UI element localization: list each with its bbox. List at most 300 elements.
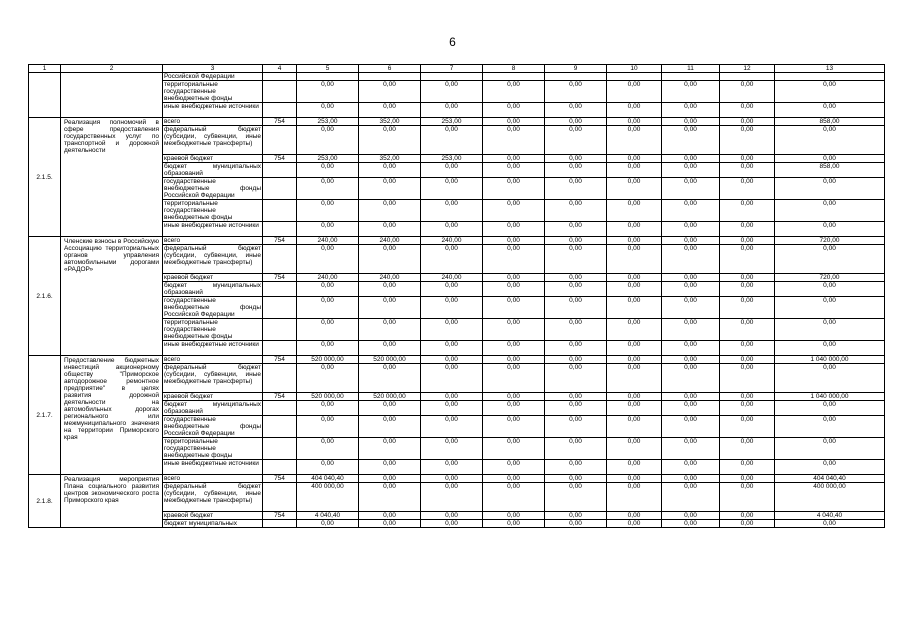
value-col-10: 0,00 <box>607 237 662 245</box>
value-col-5: 404 040,40 <box>297 475 359 483</box>
budget-code: 754 <box>263 237 297 245</box>
column-header-8: 8 <box>483 65 545 73</box>
value-col-9: 0,00 <box>545 393 607 401</box>
budget-code <box>263 297 297 319</box>
budget-code <box>263 245 297 274</box>
value-col-13: 0,00 <box>775 460 885 475</box>
value-col-9: 0,00 <box>545 103 607 118</box>
value-col-8: 0,00 <box>483 222 545 237</box>
funding-source: территориальные государственные внебюджетные фонды <box>163 438 263 460</box>
value-col-6: 0,00 <box>359 126 421 155</box>
value-col-10: 0,00 <box>607 438 662 460</box>
value-col-13: 0,00 <box>775 155 885 163</box>
value-col-12: 0,00 <box>720 178 775 200</box>
value-col-7: 0,00 <box>421 222 483 237</box>
value-col-13: 0,00 <box>775 364 885 393</box>
value-col-6: 0,00 <box>359 103 421 118</box>
value-col-5: 520 000,00 <box>297 393 359 401</box>
funding-source: федеральный бюджет (субсидии, субвенции, иные межбюджетные трансферты) <box>163 126 263 155</box>
value-col-13: 1 040 000,00 <box>775 356 885 364</box>
value-col-8: 0,00 <box>483 245 545 274</box>
funding-source: федеральный бюджет (субсидии, субвенции, иные межбюджетные трансферты) <box>163 483 263 512</box>
value-col-11: 0,00 <box>662 483 720 512</box>
value-col-10: 0,00 <box>607 245 662 274</box>
value-col-5: 253,00 <box>297 118 359 126</box>
item-name: Реализация мероприятия Плана социального развития центров экономического роста Приморского края <box>61 475 163 528</box>
value-col-13: 0,00 <box>775 126 885 155</box>
value-col-7: 0,00 <box>421 401 483 416</box>
value-col-7 <box>421 73 483 81</box>
value-col-13: 0,00 <box>775 103 885 118</box>
value-col-10: 0,00 <box>607 118 662 126</box>
value-col-7: 0,00 <box>421 512 483 520</box>
value-col-7: 0,00 <box>421 356 483 364</box>
budget-code <box>263 438 297 460</box>
funding-source: иные внебюджетные источники <box>163 222 263 237</box>
value-col-7: 0,00 <box>421 297 483 319</box>
budget-code <box>263 416 297 438</box>
value-col-8: 0,00 <box>483 155 545 163</box>
value-col-13: 0,00 <box>775 438 885 460</box>
funding-source: иные внебюджетные источники <box>163 103 263 118</box>
value-col-8: 0,00 <box>483 200 545 222</box>
column-header-1: 1 <box>29 65 61 73</box>
value-col-12: 0,00 <box>720 364 775 393</box>
budget-code <box>263 460 297 475</box>
value-col-12: 0,00 <box>720 222 775 237</box>
value-col-13: 0,00 <box>775 222 885 237</box>
value-col-9: 0,00 <box>545 341 607 356</box>
value-col-6: 0,00 <box>359 282 421 297</box>
value-col-5: 240,00 <box>297 237 359 245</box>
value-col-13: 0,00 <box>775 81 885 103</box>
funding-source: краевой бюджет <box>163 393 263 401</box>
value-col-12: 0,00 <box>720 341 775 356</box>
funding-source: территориальные государственные внебюджетные фонды <box>163 200 263 222</box>
value-col-11: 0,00 <box>662 245 720 274</box>
value-col-9: 0,00 <box>545 416 607 438</box>
value-col-7: 0,00 <box>421 475 483 483</box>
budget-code: 754 <box>263 475 297 483</box>
value-col-13: 720,00 <box>775 274 885 282</box>
value-col-10: 0,00 <box>607 200 662 222</box>
budget-code: 754 <box>263 393 297 401</box>
funding-source: иные внебюджетные источники <box>163 460 263 475</box>
value-col-5: 0,00 <box>297 81 359 103</box>
value-col-7: 0,00 <box>421 200 483 222</box>
value-col-11: 0,00 <box>662 118 720 126</box>
value-col-12: 0,00 <box>720 282 775 297</box>
value-col-12: 0,00 <box>720 118 775 126</box>
budget-code <box>263 520 297 528</box>
item-code <box>29 73 61 118</box>
value-col-9: 0,00 <box>545 297 607 319</box>
value-col-11: 0,00 <box>662 438 720 460</box>
value-col-11: 0,00 <box>662 460 720 475</box>
value-col-11: 0,00 <box>662 178 720 200</box>
budget-code <box>263 126 297 155</box>
value-col-10: 0,00 <box>607 393 662 401</box>
value-col-9: 0,00 <box>545 163 607 178</box>
value-col-7: 0,00 <box>421 483 483 512</box>
value-col-5: 0,00 <box>297 126 359 155</box>
budget-code <box>263 319 297 341</box>
value-col-13: 0,00 <box>775 200 885 222</box>
budget-code <box>263 364 297 393</box>
column-header-11: 11 <box>662 65 720 73</box>
funding-source: территориальные государственные внебюджетные фонды <box>163 81 263 103</box>
budget-code <box>263 401 297 416</box>
funding-source: всего <box>163 475 263 483</box>
value-col-5: 4 040,40 <box>297 512 359 520</box>
value-col-8: 0,00 <box>483 81 545 103</box>
value-col-11: 0,00 <box>662 364 720 393</box>
value-col-11: 0,00 <box>662 155 720 163</box>
value-col-12: 0,00 <box>720 155 775 163</box>
item-name: Членские взносы в Российскую Ассоциацию территориальных органов управления автомобильными дорогами «РАДОР» <box>61 237 163 356</box>
value-col-9: 0,00 <box>545 512 607 520</box>
item-name: Реализация полномочий в сфере предоставления государственных услуг по транспортной и дорожной деятельности <box>61 118 163 237</box>
funding-source: государственные внебюджетные фонды Российской Федерации <box>164 416 261 437</box>
value-col-10: 0,00 <box>607 274 662 282</box>
value-col-8: 0,00 <box>483 483 545 512</box>
funding-source: всего <box>163 237 263 245</box>
value-col-12: 0,00 <box>720 393 775 401</box>
funding-source: государственные внебюджетные фонды Российской Федерации <box>164 297 261 318</box>
value-col-6: 0,00 <box>359 341 421 356</box>
page-number: 6 <box>449 35 456 49</box>
value-col-12: 0,00 <box>720 401 775 416</box>
value-col-12 <box>720 73 775 81</box>
value-col-11: 0,00 <box>662 163 720 178</box>
value-col-10: 0,00 <box>607 475 662 483</box>
value-col-6: 0,00 <box>359 401 421 416</box>
budget-code: 754 <box>263 356 297 364</box>
table-row <box>29 356 885 364</box>
table-row <box>29 118 885 126</box>
value-col-7: 0,00 <box>421 126 483 155</box>
value-col-8: 0,00 <box>483 512 545 520</box>
value-col-5: 0,00 <box>297 245 359 274</box>
value-col-13 <box>775 73 885 81</box>
value-col-11 <box>662 73 720 81</box>
value-col-9: 0,00 <box>545 282 607 297</box>
value-col-13: 0,00 <box>775 178 885 200</box>
value-col-7: 0,00 <box>421 460 483 475</box>
value-col-10: 0,00 <box>607 416 662 438</box>
value-col-6: 520 000,00 <box>359 393 421 401</box>
column-header-13: 13 <box>775 65 885 73</box>
value-col-8: 0,00 <box>483 393 545 401</box>
value-col-10: 0,00 <box>607 520 662 528</box>
value-col-12: 0,00 <box>720 237 775 245</box>
value-col-10: 0,00 <box>607 222 662 237</box>
column-header-7: 7 <box>421 65 483 73</box>
value-col-13: 400 000,00 <box>775 483 885 512</box>
value-col-12: 0,00 <box>720 81 775 103</box>
value-col-10: 0,00 <box>607 155 662 163</box>
value-col-5: 520 000,00 <box>297 356 359 364</box>
value-col-13: 404 040,40 <box>775 475 885 483</box>
table-row <box>29 73 885 81</box>
value-col-6: 0,00 <box>359 364 421 393</box>
value-col-12: 0,00 <box>720 475 775 483</box>
value-col-10: 0,00 <box>607 341 662 356</box>
value-col-6: 520 000,00 <box>359 356 421 364</box>
value-col-5: 0,00 <box>297 178 359 200</box>
budget-code <box>263 81 297 103</box>
value-col-8: 0,00 <box>483 475 545 483</box>
budget-code <box>263 200 297 222</box>
value-col-6: 240,00 <box>359 274 421 282</box>
value-col-5 <box>297 73 359 81</box>
value-col-13: 0,00 <box>775 297 885 319</box>
value-col-11: 0,00 <box>662 475 720 483</box>
value-col-6: 0,00 <box>359 416 421 438</box>
value-col-7: 0,00 <box>421 364 483 393</box>
column-header-9: 9 <box>545 65 607 73</box>
value-col-10 <box>607 73 662 81</box>
value-col-9: 0,00 <box>545 155 607 163</box>
value-col-8: 0,00 <box>483 438 545 460</box>
value-col-12: 0,00 <box>720 512 775 520</box>
value-col-10: 0,00 <box>607 163 662 178</box>
value-col-6: 0,00 <box>359 512 421 520</box>
value-col-7: 0,00 <box>421 438 483 460</box>
value-col-9: 0,00 <box>545 483 607 512</box>
value-col-8: 0,00 <box>483 178 545 200</box>
value-col-6: 0,00 <box>359 319 421 341</box>
value-col-7: 0,00 <box>421 163 483 178</box>
value-col-5: 0,00 <box>297 341 359 356</box>
value-col-6: 0,00 <box>359 297 421 319</box>
value-col-9: 0,00 <box>545 460 607 475</box>
table-row <box>29 237 885 245</box>
item-code: 2.1.7. <box>29 356 61 475</box>
value-col-8: 0,00 <box>483 364 545 393</box>
value-col-5: 0,00 <box>297 297 359 319</box>
value-col-7: 0,00 <box>421 103 483 118</box>
value-col-9: 0,00 <box>545 118 607 126</box>
funding-source: бюджет муниципальных <box>163 520 263 528</box>
table-row <box>29 475 885 483</box>
value-col-12: 0,00 <box>720 416 775 438</box>
budget-code <box>263 103 297 118</box>
value-col-8: 0,00 <box>483 356 545 364</box>
value-col-5: 240,00 <box>297 274 359 282</box>
value-col-11: 0,00 <box>662 297 720 319</box>
value-col-10: 0,00 <box>607 319 662 341</box>
value-col-13: 0,00 <box>775 416 885 438</box>
value-col-8: 0,00 <box>483 341 545 356</box>
value-col-13: 0,00 <box>775 282 885 297</box>
value-col-12: 0,00 <box>720 274 775 282</box>
item-code: 2.1.8. <box>29 475 61 528</box>
value-col-6: 0,00 <box>359 475 421 483</box>
value-col-6: 0,00 <box>359 245 421 274</box>
value-col-5: 0,00 <box>297 460 359 475</box>
value-col-9: 0,00 <box>545 222 607 237</box>
column-header-10: 10 <box>607 65 662 73</box>
value-col-9: 0,00 <box>545 438 607 460</box>
value-col-11: 0,00 <box>662 282 720 297</box>
item-code: 2.1.6. <box>29 237 61 356</box>
value-col-12: 0,00 <box>720 460 775 475</box>
value-col-8 <box>483 73 545 81</box>
budget-code: 754 <box>263 512 297 520</box>
value-col-12: 0,00 <box>720 483 775 512</box>
value-col-13: 4 040,40 <box>775 512 885 520</box>
budget-code: 754 <box>263 155 297 163</box>
value-col-11: 0,00 <box>662 81 720 103</box>
value-col-13: 0,00 <box>775 520 885 528</box>
value-col-5: 0,00 <box>297 319 359 341</box>
value-col-9 <box>545 73 607 81</box>
value-col-11: 0,00 <box>662 237 720 245</box>
column-header-12: 12 <box>720 65 775 73</box>
budget-code <box>263 73 297 81</box>
value-col-7: 240,00 <box>421 274 483 282</box>
funding-source: краевой бюджет <box>163 155 263 163</box>
value-col-7: 0,00 <box>421 416 483 438</box>
value-col-10: 0,00 <box>607 401 662 416</box>
item-name: Предоставление бюджетных инвестиций акционерному обществу "Приморское автодорожное ремонтное предприятие" в целях развития дорожной деятельности на автомобильных дорогах регионального или межмуниципального значения на территории Приморского края <box>61 356 163 475</box>
value-col-7: 0,00 <box>421 282 483 297</box>
value-col-9: 0,00 <box>545 126 607 155</box>
value-col-6: 0,00 <box>359 460 421 475</box>
value-col-13: 0,00 <box>775 319 885 341</box>
value-col-9: 0,00 <box>545 81 607 103</box>
value-col-11: 0,00 <box>662 274 720 282</box>
value-col-13: 858,00 <box>775 118 885 126</box>
value-col-9: 0,00 <box>545 520 607 528</box>
value-col-10: 0,00 <box>607 178 662 200</box>
column-header-5: 5 <box>297 65 359 73</box>
value-col-10: 0,00 <box>607 483 662 512</box>
value-col-12: 0,00 <box>720 356 775 364</box>
value-col-6: 0,00 <box>359 520 421 528</box>
funding-source: федеральный бюджет (субсидии, субвенции, иные межбюджетные трансферты) <box>163 364 263 393</box>
budget-code <box>263 222 297 237</box>
funding-source: всего <box>163 118 263 126</box>
value-col-10: 0,00 <box>607 356 662 364</box>
value-col-10: 0,00 <box>607 297 662 319</box>
value-col-6: 240,00 <box>359 237 421 245</box>
value-col-5: 0,00 <box>297 103 359 118</box>
funding-source: территориальные государственные внебюджетные фонды <box>163 319 263 341</box>
value-col-12: 0,00 <box>720 163 775 178</box>
value-col-8: 0,00 <box>483 118 545 126</box>
value-col-5: 0,00 <box>297 222 359 237</box>
value-col-13: 0,00 <box>775 401 885 416</box>
funding-source: краевой бюджет <box>163 274 263 282</box>
column-header-4: 4 <box>263 65 297 73</box>
value-col-13: 0,00 <box>775 341 885 356</box>
value-col-12: 0,00 <box>720 245 775 274</box>
value-col-6: 0,00 <box>359 222 421 237</box>
value-col-6: 0,00 <box>359 483 421 512</box>
value-col-6: 0,00 <box>359 438 421 460</box>
value-col-7: 0,00 <box>421 319 483 341</box>
column-header-6: 6 <box>359 65 421 73</box>
budget-code <box>263 483 297 512</box>
value-col-7: 240,00 <box>421 237 483 245</box>
funding-source: государственные внебюджетные фонды Российской Федерации <box>164 178 261 199</box>
value-col-8: 0,00 <box>483 416 545 438</box>
funding-source: иные внебюджетные источники <box>163 341 263 356</box>
value-col-9: 0,00 <box>545 364 607 393</box>
value-col-6: 0,00 <box>359 81 421 103</box>
value-col-5: 0,00 <box>297 200 359 222</box>
value-col-13: 720,00 <box>775 237 885 245</box>
value-col-10: 0,00 <box>607 282 662 297</box>
value-col-8: 0,00 <box>483 520 545 528</box>
value-col-10: 0,00 <box>607 81 662 103</box>
budget-code <box>263 341 297 356</box>
budget-table <box>28 64 885 528</box>
value-col-12: 0,00 <box>720 126 775 155</box>
value-col-9: 0,00 <box>545 319 607 341</box>
value-col-11: 0,00 <box>662 103 720 118</box>
value-col-9: 0,00 <box>545 356 607 364</box>
budget-code <box>263 178 297 200</box>
value-col-9: 0,00 <box>545 178 607 200</box>
value-col-7: 253,00 <box>421 118 483 126</box>
value-col-8: 0,00 <box>483 163 545 178</box>
value-col-13: 858,00 <box>775 163 885 178</box>
budget-code: 754 <box>263 118 297 126</box>
column-header-3: 3 <box>163 65 263 73</box>
funding-source: федеральный бюджет (субсидии, субвенции, иные межбюджетные трансферты) <box>163 245 263 274</box>
value-col-11: 0,00 <box>662 200 720 222</box>
value-col-13: 1 040 000,00 <box>775 393 885 401</box>
item-code: 2.1.5. <box>29 118 61 237</box>
value-col-12: 0,00 <box>720 438 775 460</box>
value-col-6: 352,00 <box>359 155 421 163</box>
value-col-8: 0,00 <box>483 126 545 155</box>
value-col-13: 0,00 <box>775 245 885 274</box>
value-col-10: 0,00 <box>607 512 662 520</box>
funding-source: бюджет муниципальных образований <box>164 401 261 415</box>
value-col-12: 0,00 <box>720 200 775 222</box>
value-col-9: 0,00 <box>545 274 607 282</box>
value-col-8: 0,00 <box>483 282 545 297</box>
value-col-7: 0,00 <box>421 520 483 528</box>
funding-source: бюджет муниципальных образований <box>164 282 261 296</box>
value-col-10: 0,00 <box>607 460 662 475</box>
value-col-7: 253,00 <box>421 155 483 163</box>
funding-source: краевой бюджет <box>163 512 263 520</box>
value-col-8: 0,00 <box>483 274 545 282</box>
value-col-6: 0,00 <box>359 200 421 222</box>
value-col-6: 0,00 <box>359 163 421 178</box>
value-col-7: 0,00 <box>421 341 483 356</box>
value-col-11: 0,00 <box>662 416 720 438</box>
item-name <box>61 73 163 118</box>
budget-code: 754 <box>263 274 297 282</box>
value-col-7: 0,00 <box>421 178 483 200</box>
value-col-5: 253,00 <box>297 155 359 163</box>
value-col-10: 0,00 <box>607 364 662 393</box>
value-col-5: 0,00 <box>297 520 359 528</box>
value-col-6 <box>359 73 421 81</box>
value-col-11: 0,00 <box>662 126 720 155</box>
budget-code <box>263 282 297 297</box>
funding-source: бюджет муниципальных образований <box>164 163 261 177</box>
value-col-11: 0,00 <box>662 520 720 528</box>
value-col-6: 352,00 <box>359 118 421 126</box>
value-col-12: 0,00 <box>720 297 775 319</box>
